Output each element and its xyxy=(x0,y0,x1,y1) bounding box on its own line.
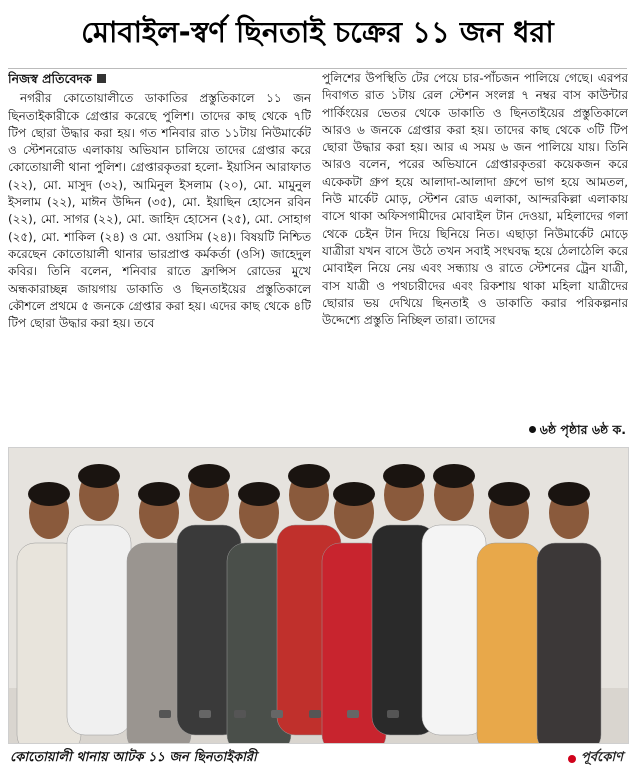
continued-text: ৬ষ্ঠ পৃষ্ঠার ৬ষ্ঠ ক. xyxy=(539,421,626,437)
right-column-text: পুলিশের উপস্থিতি টের পেয়ে চার-পাঁচজন পালিয়ে গেছে। এরপর দিবাগত রাত ১টায় রেল স্টেশন সংলগ্ন ৭ নম্বর বাস কাউন্টার পার্কিংয়ের ভেতর থেকে ডাকাতি ও ছিনতাইয়ের প্রস্তুতিকালে আরও ৬ জনকে গ্রেপ্তার করা হয়। তাদের কাছ থেকে ৩টি টিপ ছোরা উদ্ধার করা হয়। আর এ সময় ৬ জন পালিয়ে যায়। তিনি আরও বলেন, পরের অভিযানে গ্রেপ্তারকৃতরা কয়েকজন করে একেকটা গ্রুপ হয়ে আলাদা-আলাদা গ্রুপে ভাগ হয়ে আমতল, নিউ মার্কেট মোড়, স্টেশন রোড এলাকা, আন্দরকিল্লা এলাকায় বাসে থাকা অফিসগামীদের মোবাইল টান দেওয়া, মহিলাদের গলা থেকে চেইন টান দিয়ে ছিনিয়ে নিত। এছাড়া নিউমার্কেট মোড়ে যাত্রীরা যখন বাসে উঠে তখন সবাই সংঘবদ্ধ হয়ে ঠেলাঠেলি করে মোবাইল নিয়ে নেয় এবং সন্ধ্যায় ও রাতে স্টেশনের ট্রেন যাত্রী, বাস যাত্রী ও পথচারীদের এবং রিকশায় থাকা মহিলা যাত্রীদের ছোরার ভয় দেখিয়ে ছিনতাই ও ডাকাতি করার পরিকল্পনার উদ্দেশ্যে প্রস্তুতি নিচ্ছিল তারা। তাদের xyxy=(322,71,628,328)
news-photo xyxy=(8,447,629,744)
byline-square-icon xyxy=(97,74,106,83)
article-column-left xyxy=(8,70,311,440)
photo-illustration xyxy=(9,448,628,743)
photo-credit xyxy=(568,748,623,769)
credit-text: পূর্বকোণ xyxy=(580,750,623,765)
headline: মোবাইল-স্বর্ণ ছিনতাই চক্রের ১১ জন ধরা xyxy=(81,14,554,49)
headline-rule xyxy=(8,68,627,69)
photo-caption: কোতোয়ালী থানায় আটক ১১ জন ছিনতাইকারী xyxy=(10,750,257,765)
credit-dot-icon xyxy=(568,755,576,763)
article-column-right xyxy=(322,70,628,440)
left-column-text: নগরীর কোতোয়ালীতে ডাকাতির প্রস্তুতিকালে ১১ জন ছিনতাইকারীকে গ্রেপ্তার করেছে পুলিশ। তাদের কাছ থেকে ৭টি টিপ ছোরা উদ্ধার করা হয়। গত শনিবার রাত ১১টায় নিউমার্কেট ও স্টেশনরোড এলাকায় অভিযান চালিয়ে তাদের গ্রেপ্তার করে কোতোয়ালী থানা পুলিশ। গ্রেপ্তারকৃতরা হলো- ইয়াসিন আরাফাত (২২), মো. মাসুদ (৩২), আমিনুল ইসলাম (২০), মো. মামুনুল ইসলাম (২২), মাঈন উদ্দিন (৩৫), মো. ইয়াছিন হোসেন রবিন (২২), মো. সাগর (২২), মো. জাহিদ হোসেন (২৫), মো. সোহাগ (২৫), মো. শাকিল (২৪) ও মো. ওয়াসিম (২৪)। বিষয়টি নিশ্চিত করেছেন কোতোয়ালী থানার ভারপ্রাপ্ত কর্মকর্তা (ওসি) জাহেদুল কবির। তিনি বলেন, শনিবার রাতে ফ্রান্সিস রোডের মুখে অন্ধকারাচ্ছন্ন জায়গায় ডাকাতি ও ছিনতাইয়ের প্রস্তুতিকালে কৌশলে প্রথমে ৫ জনকে গ্রেপ্তার করা হয়। এদের কাছ থেকে ৪টি টিপ ছোরা উদ্ধার করা হয়। তবে xyxy=(8,91,311,331)
byline xyxy=(8,70,311,87)
bullet-icon xyxy=(529,426,536,433)
byline-text: নিজস্ব প্রতিবেদক xyxy=(8,71,92,86)
continued-reference[interactable] xyxy=(529,421,626,438)
